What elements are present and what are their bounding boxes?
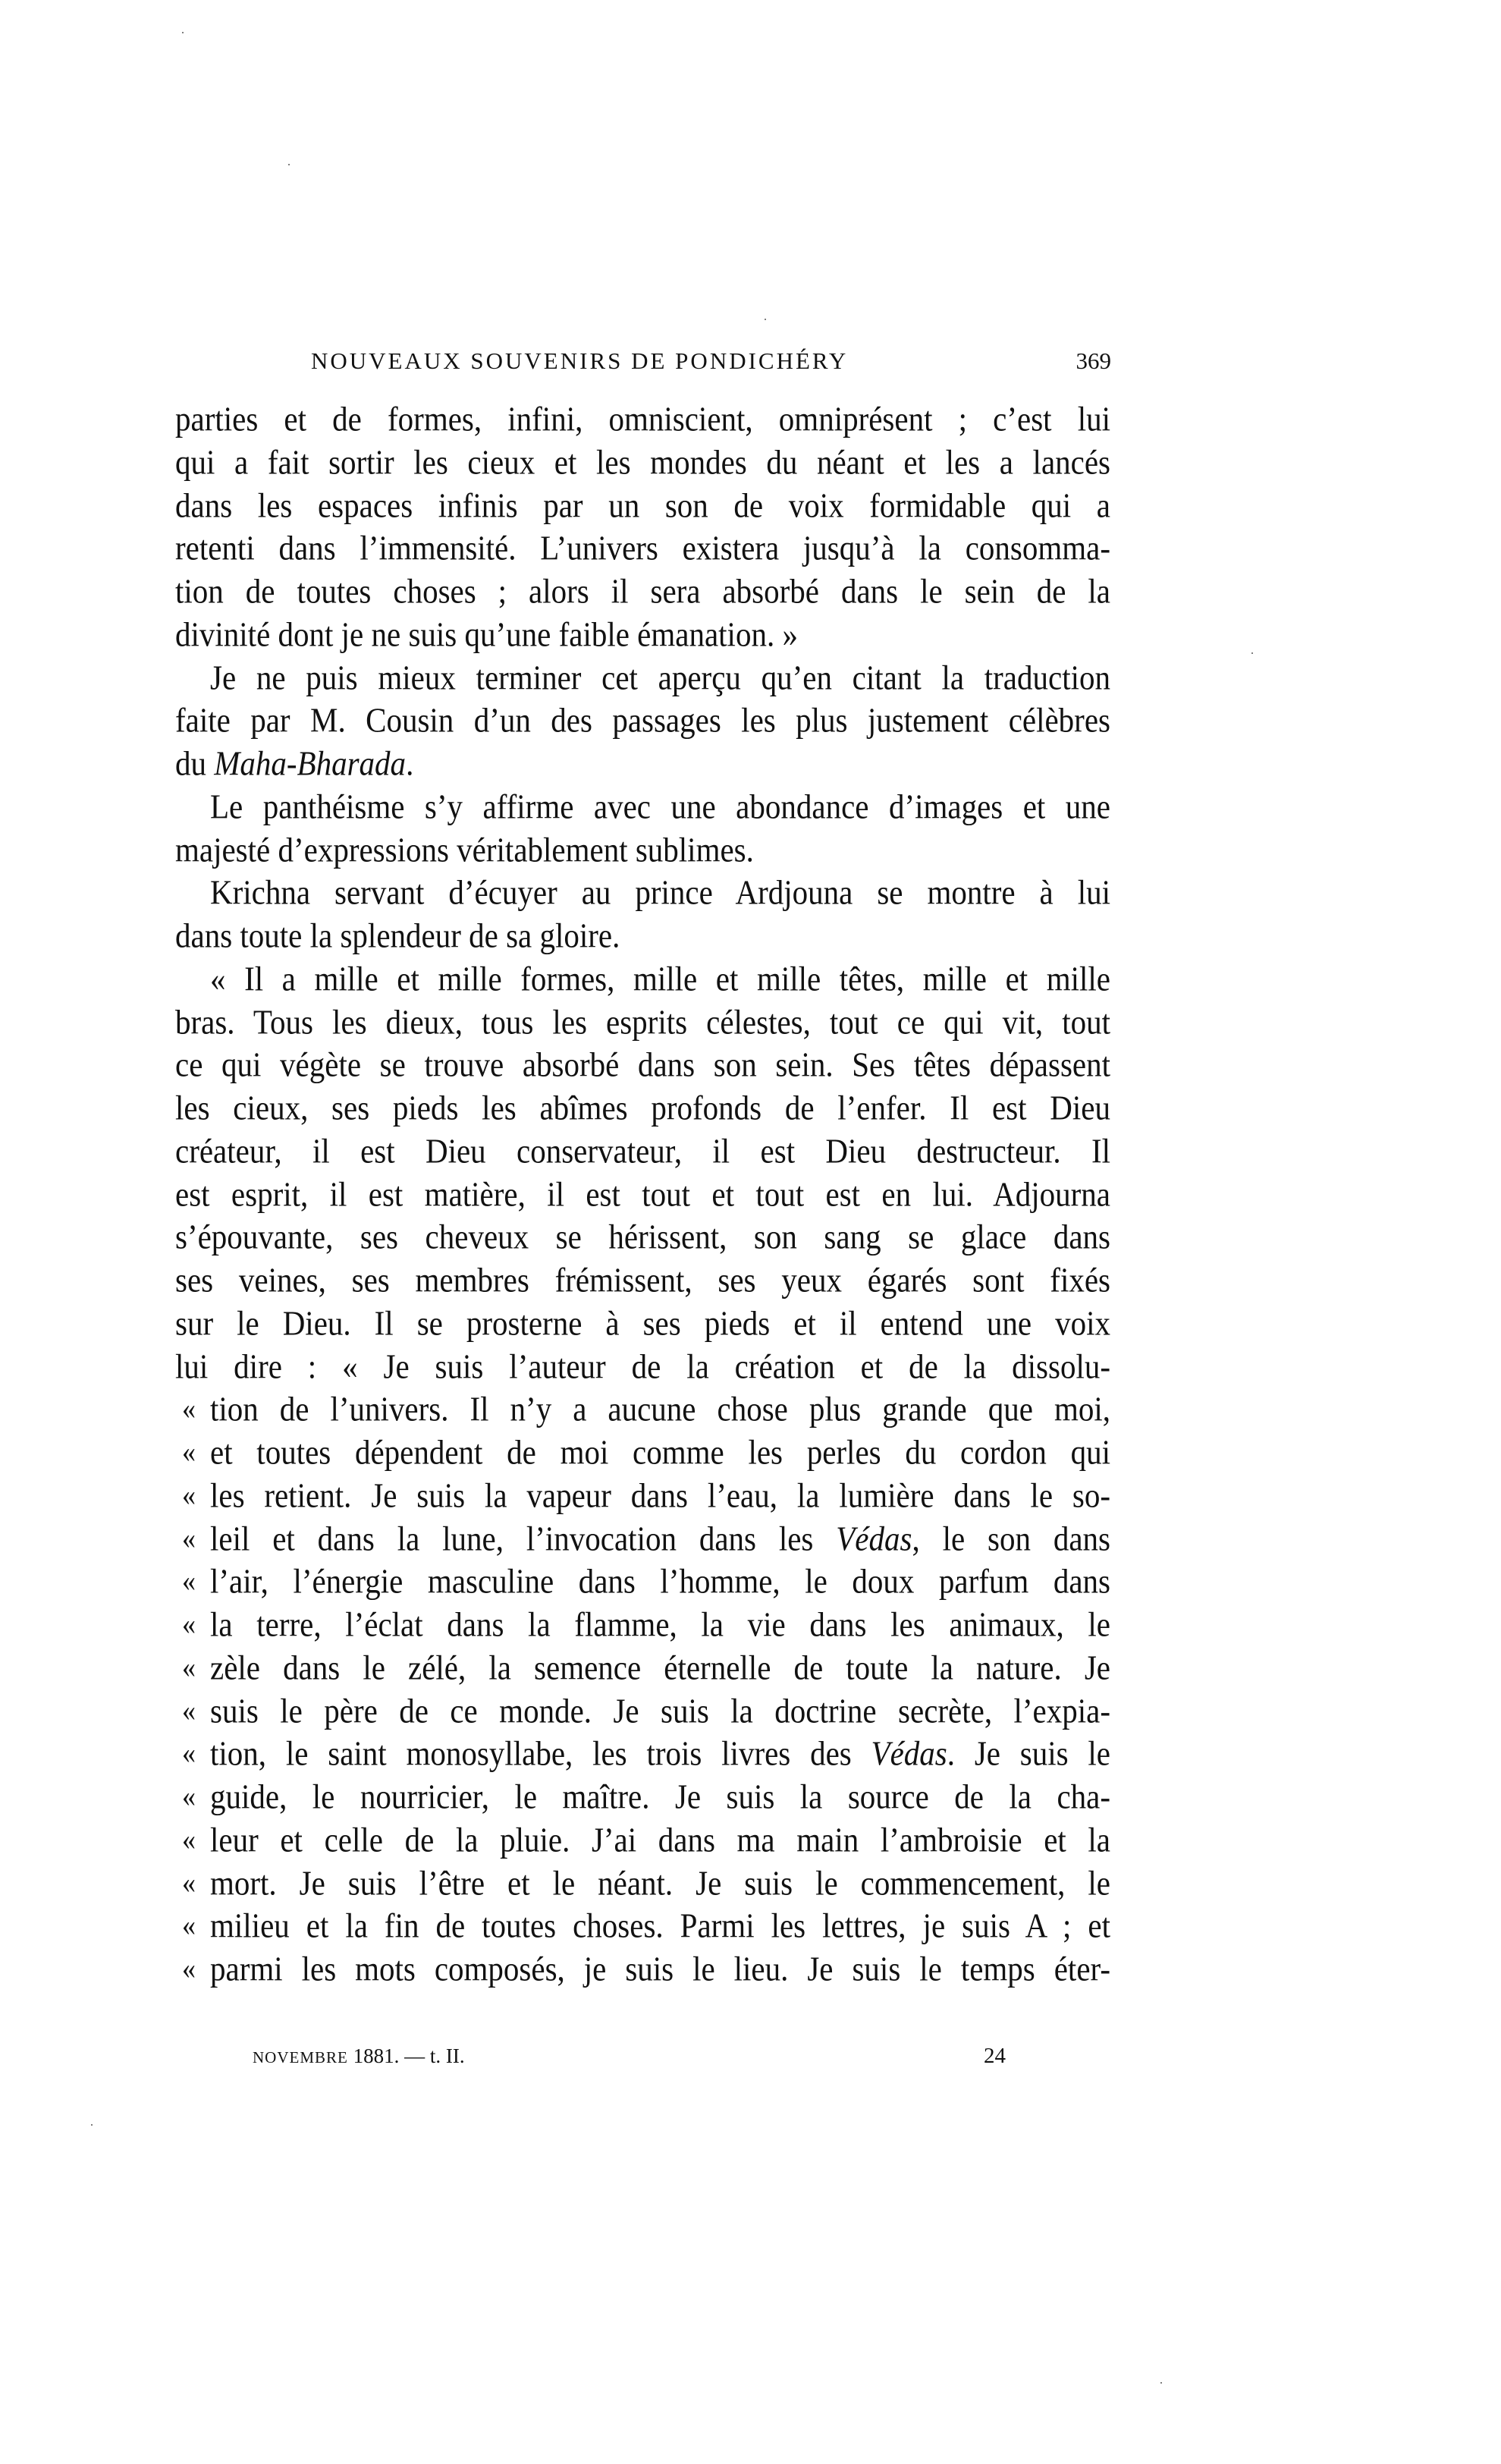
text-line: est esprit, il est matière, il est tout et tout est en lui. Adjourna [175,1174,1110,1214]
paragraph-first-line: Je ne puis mieux terminer cet aperçu qu’en citant la traduction [210,657,1110,697]
guillemet-mark: « [182,1435,196,1469]
paragraph-first-line: « Il a mille et mille formes, mille et mille têtes, mille et mille [210,958,1110,998]
text-line: parties et de formes, infini, omniscient, omniprésent ; c’est lui [175,398,1110,438]
quoted-line: et toutes dépendent de moi comme les perles du cordon qui [210,1432,1110,1472]
text-line: les cieux, ses pieds les abîmes profonds de l’enfer. Il est Dieu [175,1087,1110,1127]
quoted-line: zèle dans le zélé, la semence éternelle de toute la nature. Je [210,1647,1110,1687]
page-number: 369 [1076,347,1111,374]
text-line: sur le Dieu. Il se prosterne à ses pieds et il entend une voix [175,1303,1110,1343]
guillemet-mark: « [182,1650,196,1685]
quoted-line: leil et dans la lune, l’invocation dans les Védas, le son dans [210,1518,1110,1558]
scan-speck [765,319,766,320]
quoted-line: parmi les mots composés, je suis le lieu. Je suis le temps éter- [210,1948,1110,1988]
quoted-line: l’air, l’énergie masculine dans l’homme, le doux parfum dans [210,1560,1110,1601]
text-line: majesté d’expressions véritablement sublimes. [175,829,754,869]
signature-footer [253,2041,1011,2071]
italic-vedas: Védas [836,1518,912,1558]
scan-speck [288,164,290,165]
guillemet-mark: « [182,1607,196,1642]
guillemet-mark: « [182,1779,196,1814]
text-line: dans toute la splendeur de sa gloire. [175,915,620,955]
text-line: tion de toutes choses ; alors il sera absorbé dans le sein de la [175,570,1110,611]
quoted-line: milieu et la fin de toutes choses. Parmi les lettres, je suis A ; et [210,1905,1110,1945]
text-line: lui dire : « Je suis l’auteur de la création et de la dissolu- [175,1346,1110,1386]
text-line: qui a fait sortir les cieux et les mondes du néant et les a lancés [175,442,1110,482]
running-title: NOUVEAUX SOUVENIRS DE PONDICHÉRY [311,347,849,374]
text-line: faite par M. Cousin d’un des passages les plus justement célèbres [175,699,1110,740]
paragraph-first-line: Le panthéisme s’y affirme avec une abondance d’images et une [210,786,1110,826]
guillemet-mark: « [182,1908,196,1943]
italic-vedas: Védas [871,1733,947,1773]
paragraph-first-line: Krichna servant d’écuyer au prince Ardjouna se montre à lui [210,872,1110,912]
quoted-line: la terre, l’éclat dans la flamme, la vie dans les animaux, le [210,1604,1110,1644]
quoted-line: tion de l’univers. Il n’y a aucune chose plus grande que moi, [210,1388,1110,1428]
running-head [311,343,1111,379]
quoted-line: les retient. Je suis la vapeur dans l’eau, la lumière dans le so- [210,1475,1110,1515]
text-line: du Maha-Bharada. [175,743,414,783]
scan-speck [182,32,184,33]
guillemet-mark: « [182,1478,196,1513]
text-line: divinité dont je ne suis qu’une faible émanation. » [175,614,798,654]
italic-title: Maha-Bharada [214,743,407,783]
guillemet-mark: « [182,1521,196,1556]
text-line: créateur, il est Dieu conservateur, il est Dieu destructeur. Il [175,1130,1110,1171]
text-line: ses veines, ses membres frémissent, ses yeux égarés sont fixés [175,1259,1110,1300]
signature-number: 24 [984,2044,1006,2068]
quoted-line: tion, le saint monosyllabe, les trois livres des Védas. Je suis le [210,1733,1110,1773]
quoted-line: suis le père de ce monde. Je suis la doctrine secrète, l’expia- [210,1690,1110,1730]
guillemet-mark: « [182,1564,196,1598]
text-line: ce qui végète se trouve absorbé dans son sein. Ses têtes dépassent [175,1044,1110,1084]
guillemet-mark: « [182,1865,196,1900]
quoted-line: guide, le nourricier, le maître. Je suis la source de la cha- [210,1776,1110,1816]
scan-speck [1251,652,1253,654]
text-line: dans les espaces infinis par un son de voix formidable qui a [175,485,1110,525]
signature-mark: NOVEMBRE 1881. — t. II. [253,2044,465,2067]
scan-speck [1160,2382,1162,2384]
text-line: s’épouvante, ses cheveux se hérissent, son sang se glace dans [175,1216,1110,1256]
guillemet-mark: « [182,1736,196,1771]
guillemet-mark: « [182,1951,196,1986]
quoted-line: mort. Je suis l’être et le néant. Je suis le commencement, le [210,1862,1110,1903]
guillemet-mark: « [182,1693,196,1728]
scan-speck [91,2124,93,2126]
quoted-line: leur et celle de la pluie. J’ai dans ma main l’ambroisie et la [210,1819,1110,1859]
guillemet-mark: « [182,1391,196,1426]
text-line: bras. Tous les dieux, tous les esprits célestes, tout ce qui vit, tout [175,1001,1110,1042]
guillemet-mark: « [182,1822,196,1857]
text-line: retenti dans l’immensité. L’univers existera jusqu’à la consomma- [175,527,1110,567]
